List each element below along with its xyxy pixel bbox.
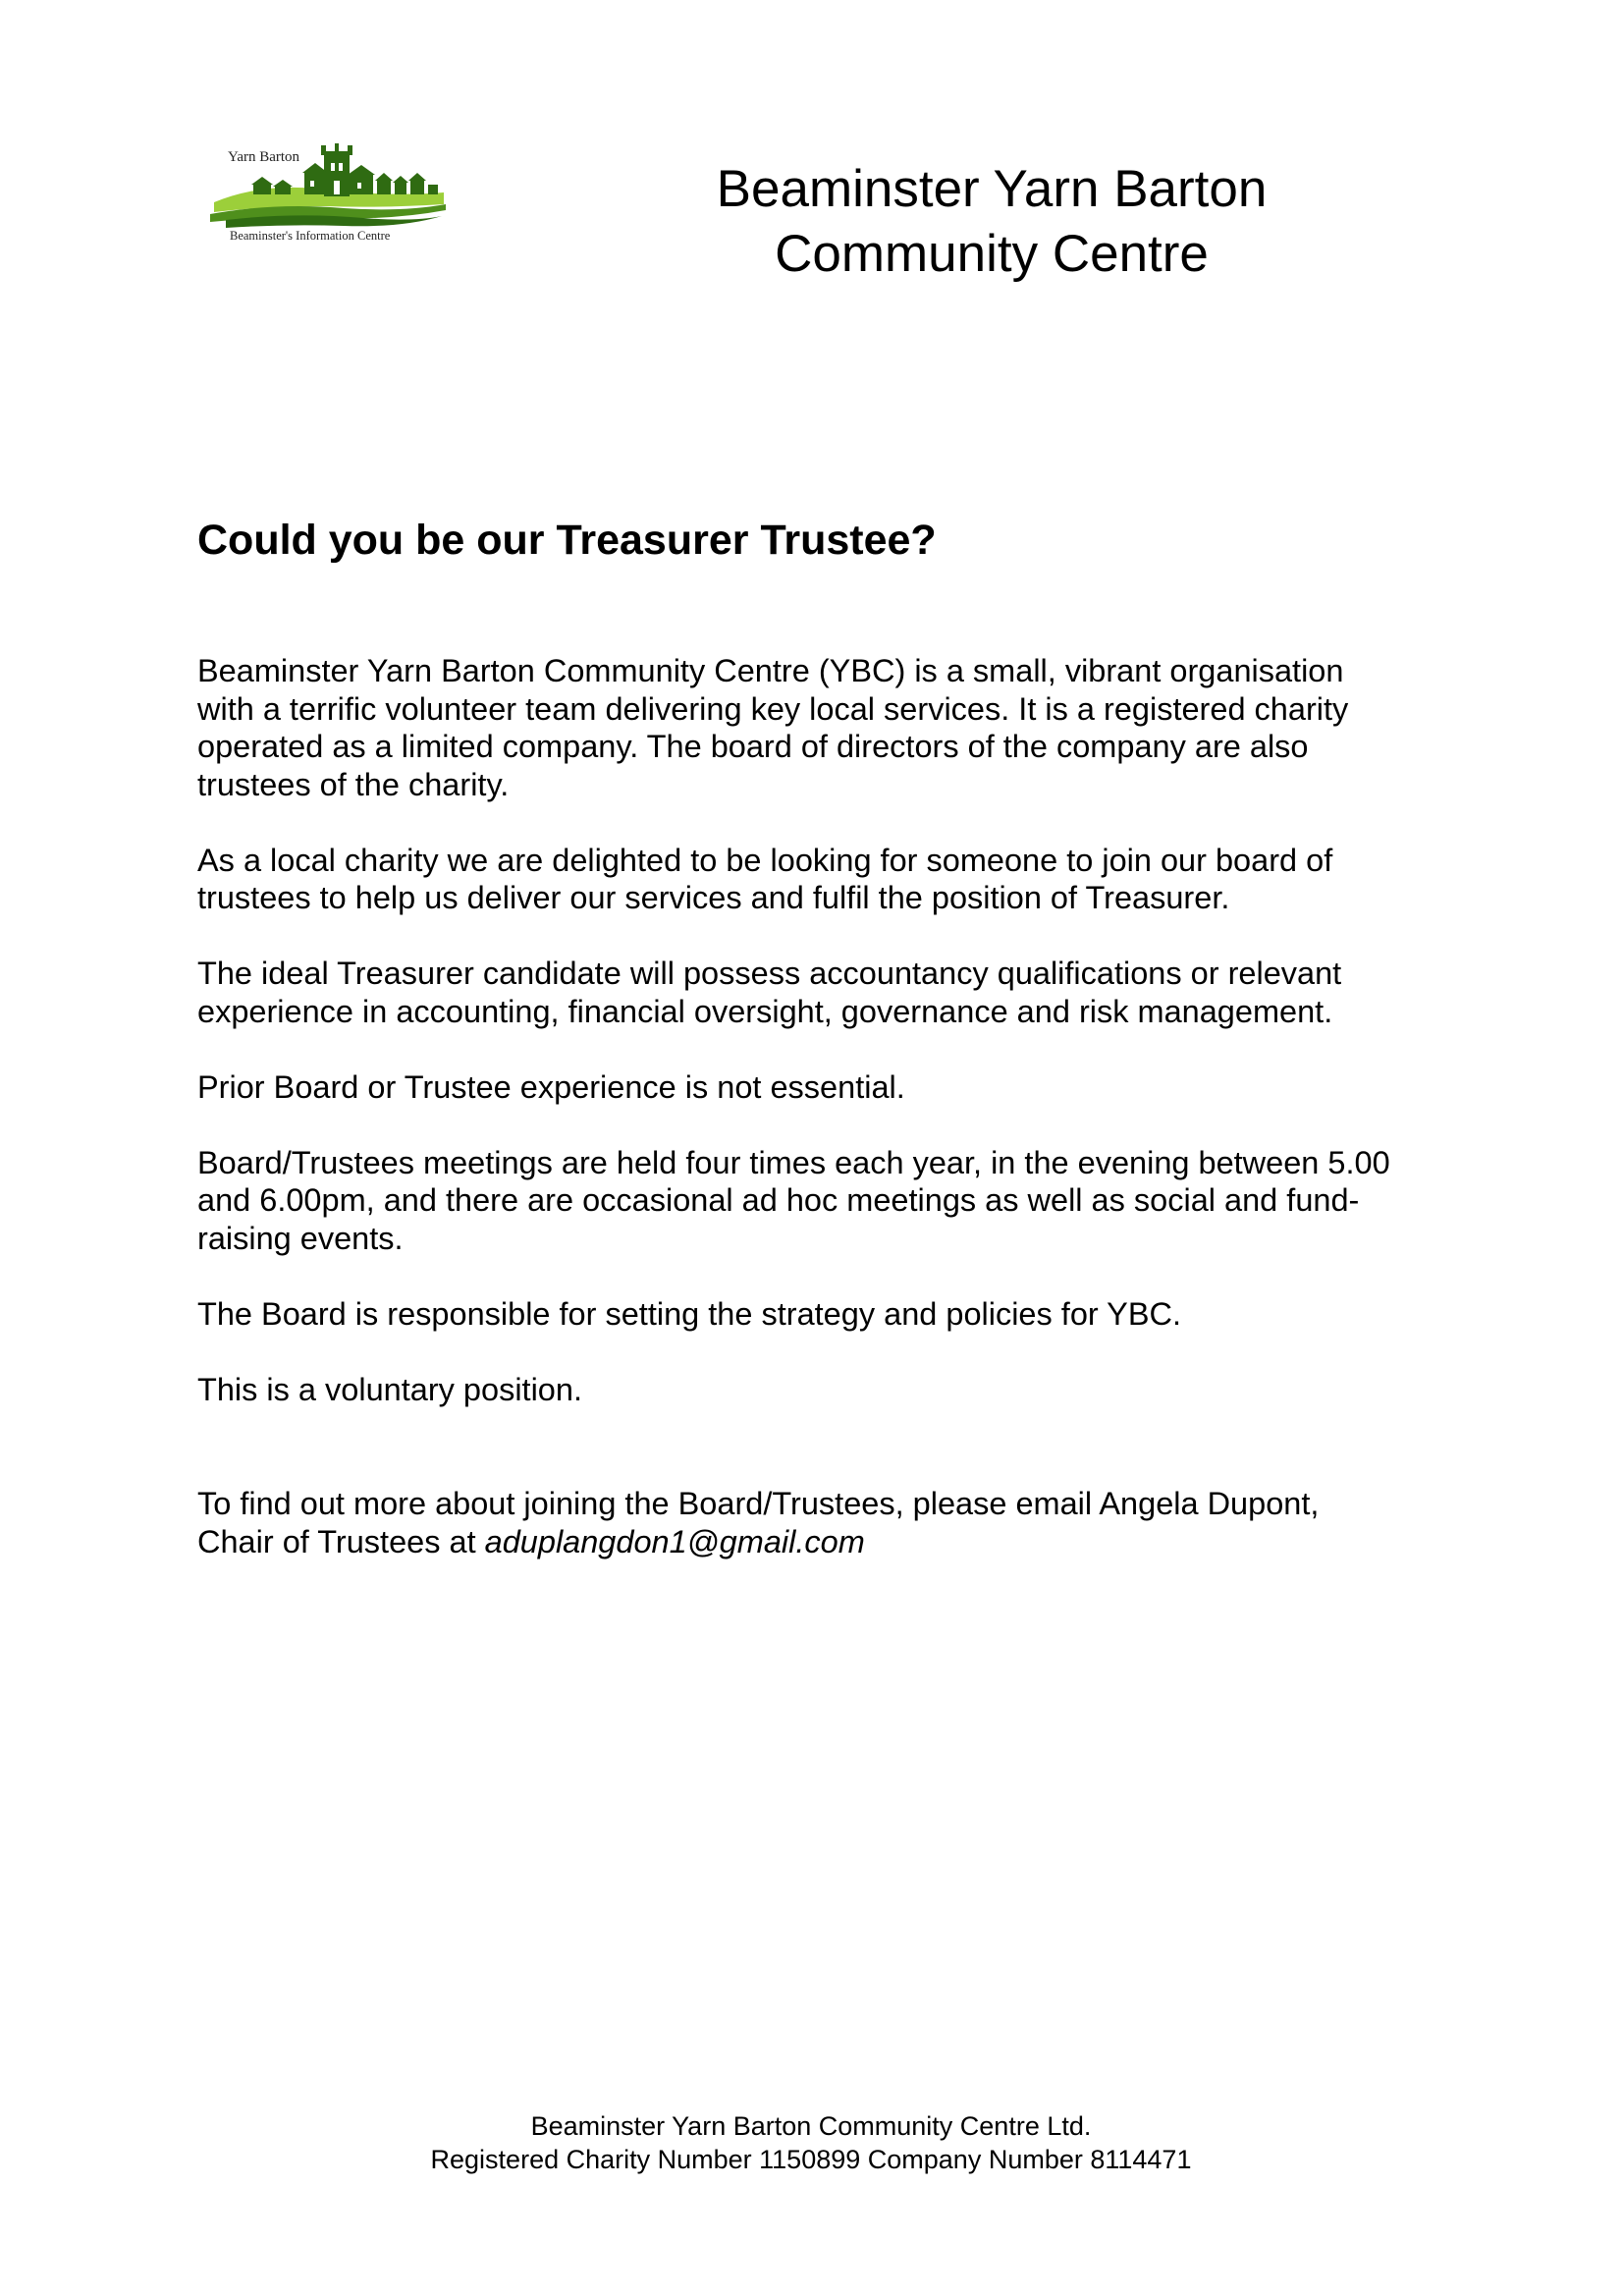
text-line: with a terrific volunteer team delivering key local services. It is a registered charity [197, 690, 1349, 727]
text-line: As a local charity we are delighted to be looking for someone to join our board of [197, 842, 1333, 878]
logo-tagline: Beaminster's Information Centre [230, 229, 391, 243]
paragraph-voluntary [197, 1371, 1474, 1409]
text-line: Beaminster Yarn Barton Community Centre (YBC) is a small, vibrant organisation [197, 653, 1344, 688]
contact-line-2 [197, 1523, 1319, 1561]
contact-prefix: Chair of Trustees at [197, 1523, 485, 1559]
text-line: This is a voluntary position. [197, 1371, 582, 1407]
text-line: The ideal Treasurer candidate will possess accountancy qualifications or relevant [197, 956, 1342, 991]
logo-top-text: Yarn Barton [228, 149, 300, 165]
text-line: raising events. [197, 1220, 404, 1256]
text-line: Prior Board or Trustee experience is not essential. [197, 1068, 905, 1105]
contact-email[interactable]: aduplangdon1@gmail.com [484, 1523, 865, 1559]
text-line: trustees of the charity. [197, 766, 510, 802]
paragraph-prior-experience [197, 1068, 1474, 1107]
paragraph-board-role [197, 1295, 1474, 1334]
paragraph-meetings [197, 1144, 1474, 1258]
paragraph-about [197, 652, 1474, 803]
contact-paragraph [197, 1485, 1319, 1560]
text-line: Board/Trustees meetings are held four times each year, in the evening between 5.00 [197, 1144, 1390, 1180]
text-line: trustees to help us deliver our services and fulfil the position of Treasurer. [197, 880, 1230, 915]
paragraph-ideal-candidate [197, 955, 1474, 1030]
page-heading: Could you be our Treasurer Trustee? [197, 517, 937, 564]
footer-registration: Registered Charity Number 1150899 Company Number 8114471 [430, 2145, 1192, 2174]
footer [0, 2109, 1622, 2176]
text-line: The Board is responsible for setting the strategy and policies for YBC. [197, 1295, 1182, 1332]
text-line: experience in accounting, financial oversight, governance and risk management. [197, 993, 1333, 1029]
footer-company: Beaminster Yarn Barton Community Centre Ltd. [530, 2111, 1092, 2141]
title-line-1: Beaminster Yarn Barton [716, 160, 1268, 218]
contact-line-1: To find out more about joining the Board/Trustees, please email Angela Dupont, [197, 1486, 1320, 1521]
yarn-barton-logo [206, 134, 452, 251]
text-line: and 6.00pm, and there are occasional ad hoc meetings as well as social and fund- [197, 1182, 1360, 1218]
organisation-title [609, 157, 1375, 287]
body-text [197, 652, 1474, 1447]
text-line: operated as a limited company. The board of directors of the company are also [197, 729, 1309, 764]
paragraph-looking [197, 842, 1474, 917]
title-line-2: Community Centre [775, 225, 1209, 283]
